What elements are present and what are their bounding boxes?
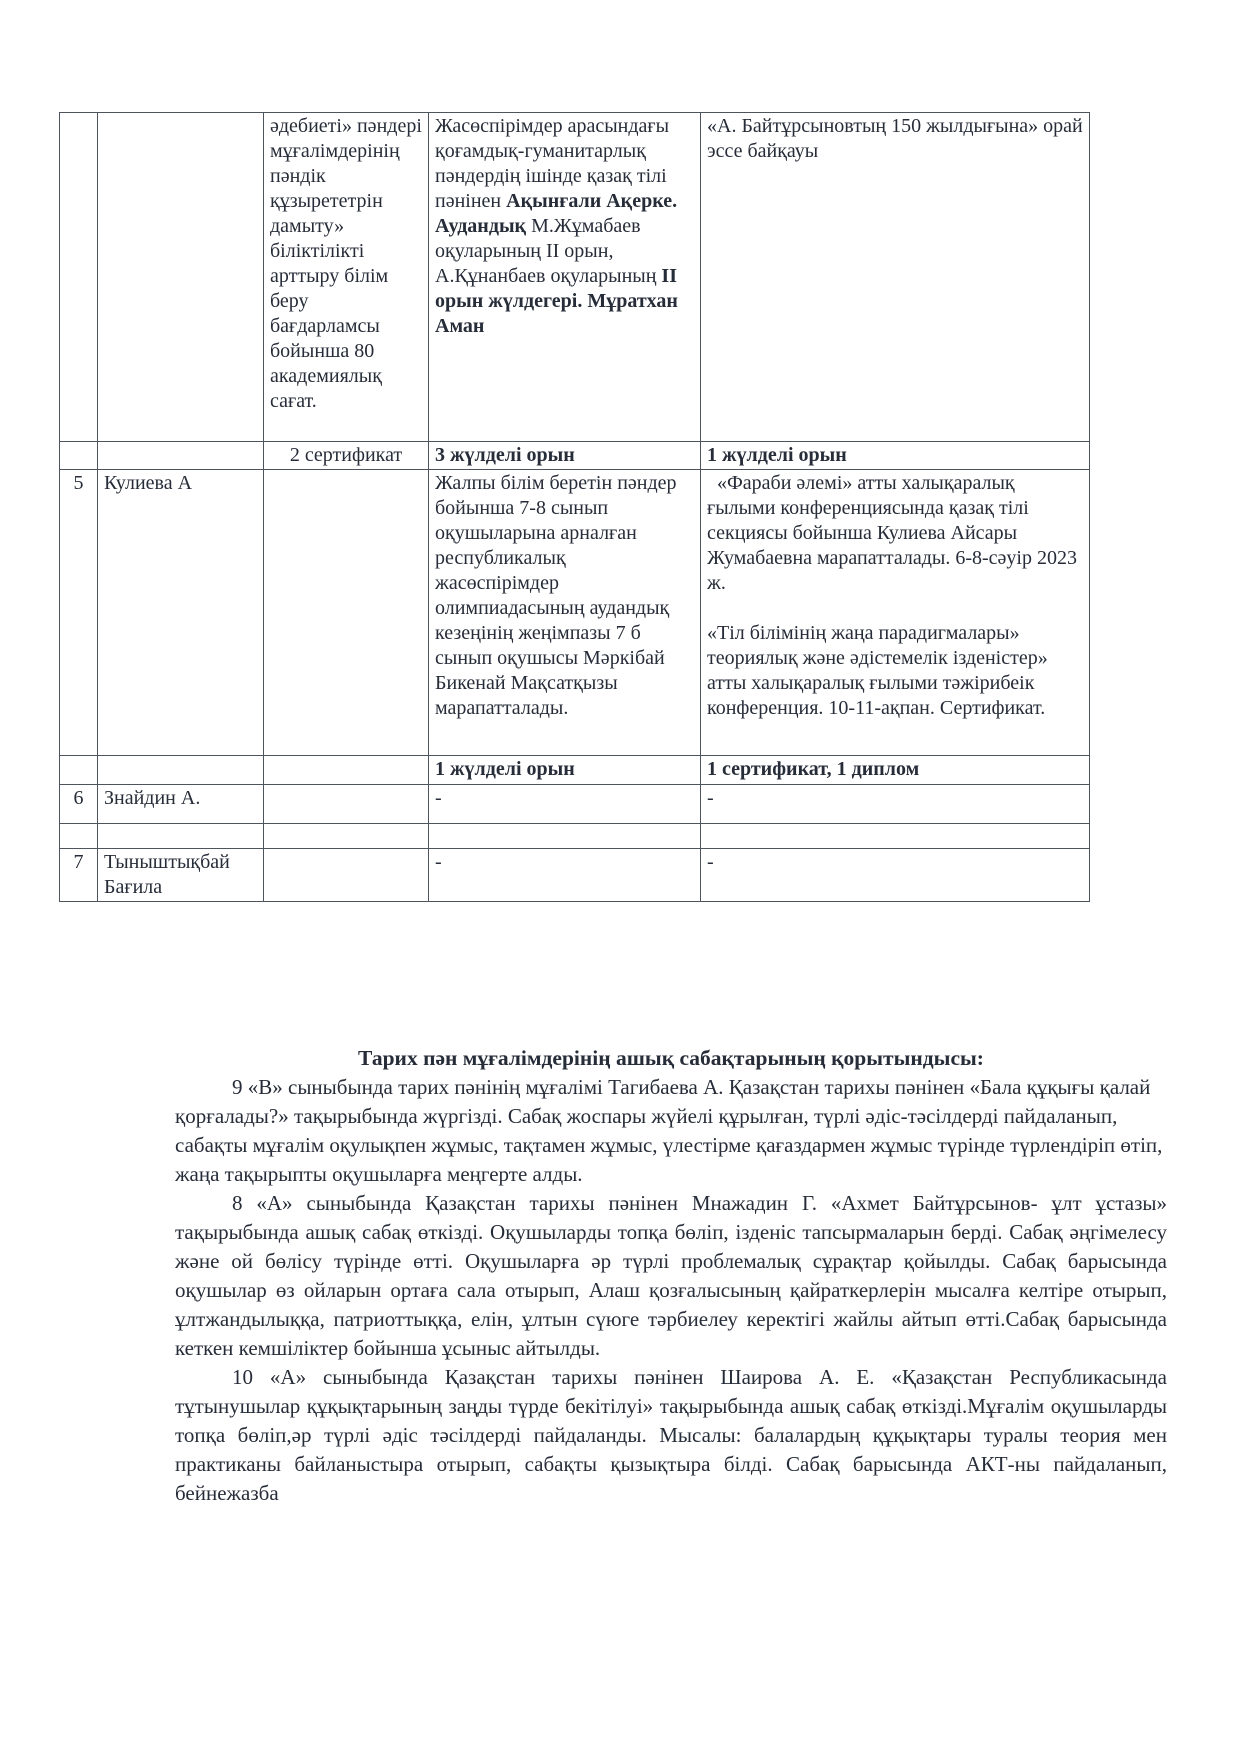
teacher-name: Знайдин А. — [104, 787, 201, 809]
dash-text: - — [707, 851, 714, 873]
teacher-name: Кулиева А — [104, 472, 193, 494]
prize-count-text: 1 жүлделі орын — [435, 758, 575, 780]
text-segment-bold: Ақынғали Ақерке. Аудандық — [435, 190, 678, 237]
cell-prize-count — [701, 442, 1090, 470]
text-segment: М.Жұмабаев оқуларының II орын, А.Құнанбаев оқуларының — [435, 215, 662, 287]
cell-name-empty — [98, 442, 264, 470]
certificate-count-text: 2 сертификат — [289, 444, 403, 466]
history-section — [175, 1044, 1167, 1508]
cell-empty — [264, 849, 429, 902]
table-row-totals — [60, 442, 1090, 470]
paragraph-10a-class: 10 «А» сыныбында Қазақстан тарихы пәнінен Шаирова А. Е. «Қазақстан Республикасында тұтынушылар құқықтарының заңды түрде бекітілуі» тақырыбында ашық сабақ өткізді.Мұғалім оқушыларды топқа бөліп,әр түрлі әдіс тәсілдерді пайдаланды. Мысалы: балалардың құқықтары туралы теория мен практиканы байланыстыра отырып, сабақты қызықтыра білді. Сабақ барысында АКТ-ны пайдаланып, бейнежазба — [175, 1365, 1167, 1505]
cell-certificate-diploma-count — [701, 756, 1090, 785]
row-number: 7 — [73, 851, 84, 873]
prize-count-text: 3 жүлделі орын — [435, 444, 575, 466]
dash-text: - — [435, 851, 442, 873]
cell-empty — [264, 756, 429, 785]
text-segment-bold: II орын жүлдегері. Мұратхан Аман — [435, 265, 678, 337]
cell-teacher-name — [98, 470, 264, 756]
table-row-totals — [60, 756, 1090, 785]
cell-district-results — [429, 113, 701, 442]
table-row-continued — [60, 113, 1090, 442]
text-segment: Жасөспірімдер арасындағы қоғамдық-гуманитарлық пәндердің ішінде қазақ тілі пәнінен — [435, 115, 670, 212]
cell-teacher-name — [98, 785, 264, 824]
cell-number-empty — [60, 113, 98, 442]
row-number: 5 — [73, 472, 84, 494]
cell-empty — [264, 824, 429, 849]
cell-dash — [701, 849, 1090, 902]
contest-text: «А. Байтұрсыновтың 150 жылдығына» орай эссе байқауы — [707, 115, 1083, 162]
cell-olympiad-result — [429, 470, 701, 756]
cell-empty — [60, 824, 98, 849]
cell-empty — [264, 470, 429, 756]
dash-text: - — [707, 787, 714, 809]
table-row-teacher-7 — [60, 849, 1090, 902]
cell-course-description — [264, 113, 429, 442]
cell-certificate-count — [264, 442, 429, 470]
cell-number-empty — [60, 756, 98, 785]
cell-empty — [429, 824, 701, 849]
cell-teacher-name — [98, 849, 264, 902]
section-heading: Тарих пән мұғалімдерінің ашық сабақтарының қорытындысы: — [358, 1046, 984, 1070]
prize-count-text: 1 жүлделі орын — [707, 444, 847, 466]
cell-name-empty — [98, 113, 264, 442]
cell-row-number — [60, 470, 98, 756]
row-number: 6 — [73, 787, 84, 809]
results-table — [59, 112, 1090, 902]
table-row-teacher-5 — [60, 470, 1090, 756]
certificate-diploma-text: 1 сертификат, 1 диплом — [707, 758, 920, 780]
cell-empty — [701, 824, 1090, 849]
cell-conference-results — [701, 470, 1090, 756]
cell-empty — [264, 785, 429, 824]
paragraph-8a-class: 8 «А» сыныбында Қазақстан тарихы пәнінен Мнажадин Г. «Ахмет Байтұрсынов- ұлт ұстазы» тақырыбында ашық сабақ өткізді. Оқушыларды топқа бөліп, ізденіс тапсырмаларын берді. Сабақ әңгімелесу және ой бөлісу түрінде өтті. Оқушыларға әр түрлі проблемалық сұрақтар қойылды. Сабақ барысында оқушылар өз ойларын ортаға сала отырып, Алаш қозғалысының қайраткерлерін мысалға келтіре отырып, ұлтжандылыққа, патриоттыққа, елін, ұлтын сүюге тәрбиелеу керектігі жайлы айтып өтті.Сабақ барысында кеткен кемшіліктер бойынша ұсыныс айтылды. — [175, 1191, 1167, 1360]
conference-paragraph: «Тіл білімінің жаңа парадигмалары» теориялық және әдістемелік ізденістер» атты халықаралық ғылыми тәжірибеік конференция. 10-11-ақпан. Сертификат. — [707, 622, 1048, 719]
conference-paragraph: «Фараби әлемі» атты халықаралық ғылыми конференциясында қазақ тілі секциясы бойынша Кулиева Айсары Жумабаевна марапатталады. 6-8-сәуір 2023 ж. — [707, 472, 1077, 594]
dash-text: - — [435, 787, 442, 809]
cell-dash — [701, 785, 1090, 824]
teacher-name: Тыныштықбай Бағила — [104, 851, 230, 898]
olympiad-text: Жалпы білім беретін пәндер бойынша 7-8 сынып оқушыларына арналған республикалық жасөспірімдер олимпиадасының аудандық кезеңінің жеңімпазы 7 б сынып оқушысы Мәркібай Бикенай Мақсатқызы марапатталады. — [435, 472, 677, 719]
cell-name-empty — [98, 756, 264, 785]
cell-prize-count — [429, 442, 701, 470]
paragraph-9v-class: 9 «В» сыныбында тарих пәнінің мұғалімі Тагибаева А. Қазақстан тарихы пәнінен «Бала құқығы қалай қорғалады?» тақырыбында жүргізді. Сабақ жоспары жүйелі құрылған, түрлі әдіс-тәсілдерді пайдаланып, сабақты мұғалім оқулықпен жұмыс, тақтамен жұмыс, үлестірме қағаздармен жұмыс түрінде түрлендіріп өтіп, жаңа тақырыпты оқушыларға меңгерте алды. — [175, 1075, 1163, 1186]
course-text: әдебиеті» пәндері мұғалімдерінің пәндік құзырететрін дамыту» біліктілікті арттыру білім беру бағдарламсы бойынша 80 академиялық сағат. — [270, 115, 422, 412]
cell-row-number — [60, 849, 98, 902]
cell-contest-result — [701, 113, 1090, 442]
table-row-empty — [60, 824, 1090, 849]
cell-row-number — [60, 785, 98, 824]
table-row-teacher-6 — [60, 785, 1090, 824]
cell-dash — [429, 849, 701, 902]
cell-empty — [98, 824, 264, 849]
cell-dash — [429, 785, 701, 824]
cell-number-empty — [60, 442, 98, 470]
cell-prize-count — [429, 756, 701, 785]
